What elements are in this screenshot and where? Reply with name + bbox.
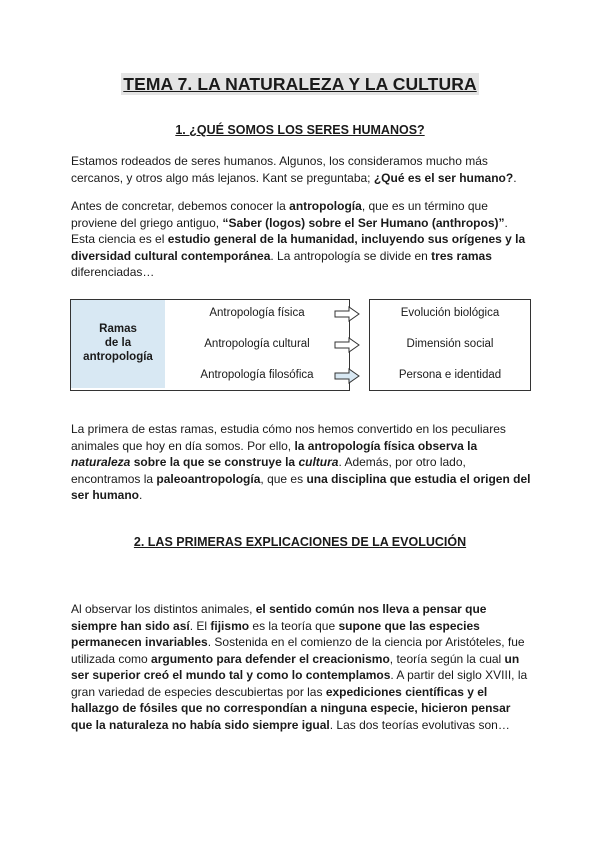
focus-philosophical: Persona e identidad: [398, 369, 502, 381]
branch-physical: Antropología física: [209, 307, 305, 319]
branches-label: Ramas de la antropología: [83, 323, 153, 363]
branch-philosophical: Antropología filosófica: [200, 369, 314, 381]
arrow-right-icon: [334, 368, 360, 384]
section2-heading: 2. LAS PRIMERAS EXPLICACIONES DE LA EVOLUCIÓN: [133, 535, 467, 549]
section2-paragraph-1: Al observar los distintos animales, el sentido común nos lleva a pensar que siempre han sido así. El fijismo es la teoría que supone que las especies permanecen invariables. Sostenida en el comienzo de la ciencia por Aristóteles, fue utilizada como argumento para defender el creacionismo, teoría según la cual un ser superior creó el mundo tal y como lo contemplamos. A partir del siglo XVIII, la gran variedad de especies descubiertas por las expediciones científicas y el hallazgo de fósiles que no correspondían a ninguna especie, hicieron pensar que la naturaleza no había sido siempre igual. Las dos teorías evolutivas son…: [71, 602, 528, 732]
page-title: TEMA 7. LA NATURALEZA Y LA CULTURA: [123, 74, 477, 94]
section1-paragraph-1: Estamos rodeados de seres humanos. Algunos, los consideramos mucho más cercanos, y otros algo más lejanos. Kant se preguntaba; ¿Qué es el ser humano?.: [71, 154, 517, 185]
section1-paragraph-2: Antes de concretar, debemos conocer la antropología, que es un término que proviene del griego antiguo, “Saber (logos) sobre el Ser Humano (anthropos)”. Esta ciencia es el estudio general de la humanidad, incluyendo sus orígenes y la diversidad cultural contemporánea. La antropología se divide en tres ramas diferenciadas…: [71, 199, 526, 279]
branch-cultural: Antropología cultural: [204, 338, 310, 350]
focus-physical: Evolución biológica: [400, 307, 500, 319]
arrow-right-icon: [334, 337, 360, 353]
focus-cultural: Dimensión social: [406, 338, 494, 350]
arrow-right-icon: [334, 306, 360, 322]
section1-heading: 1. ¿QUÉ SOMOS LOS SERES HUMANOS?: [175, 123, 425, 137]
section1-paragraph-3: La primera de estas ramas, estudia cómo nos hemos convertido en los peculiares animales que hoy en día somos. Por ello, la antropología física observa la naturaleza sobre la que se construye la cultura. Además, por otro lado, encontramos la paleoantropología, que es una disciplina que estudia el origen del ser humano.: [71, 422, 531, 502]
